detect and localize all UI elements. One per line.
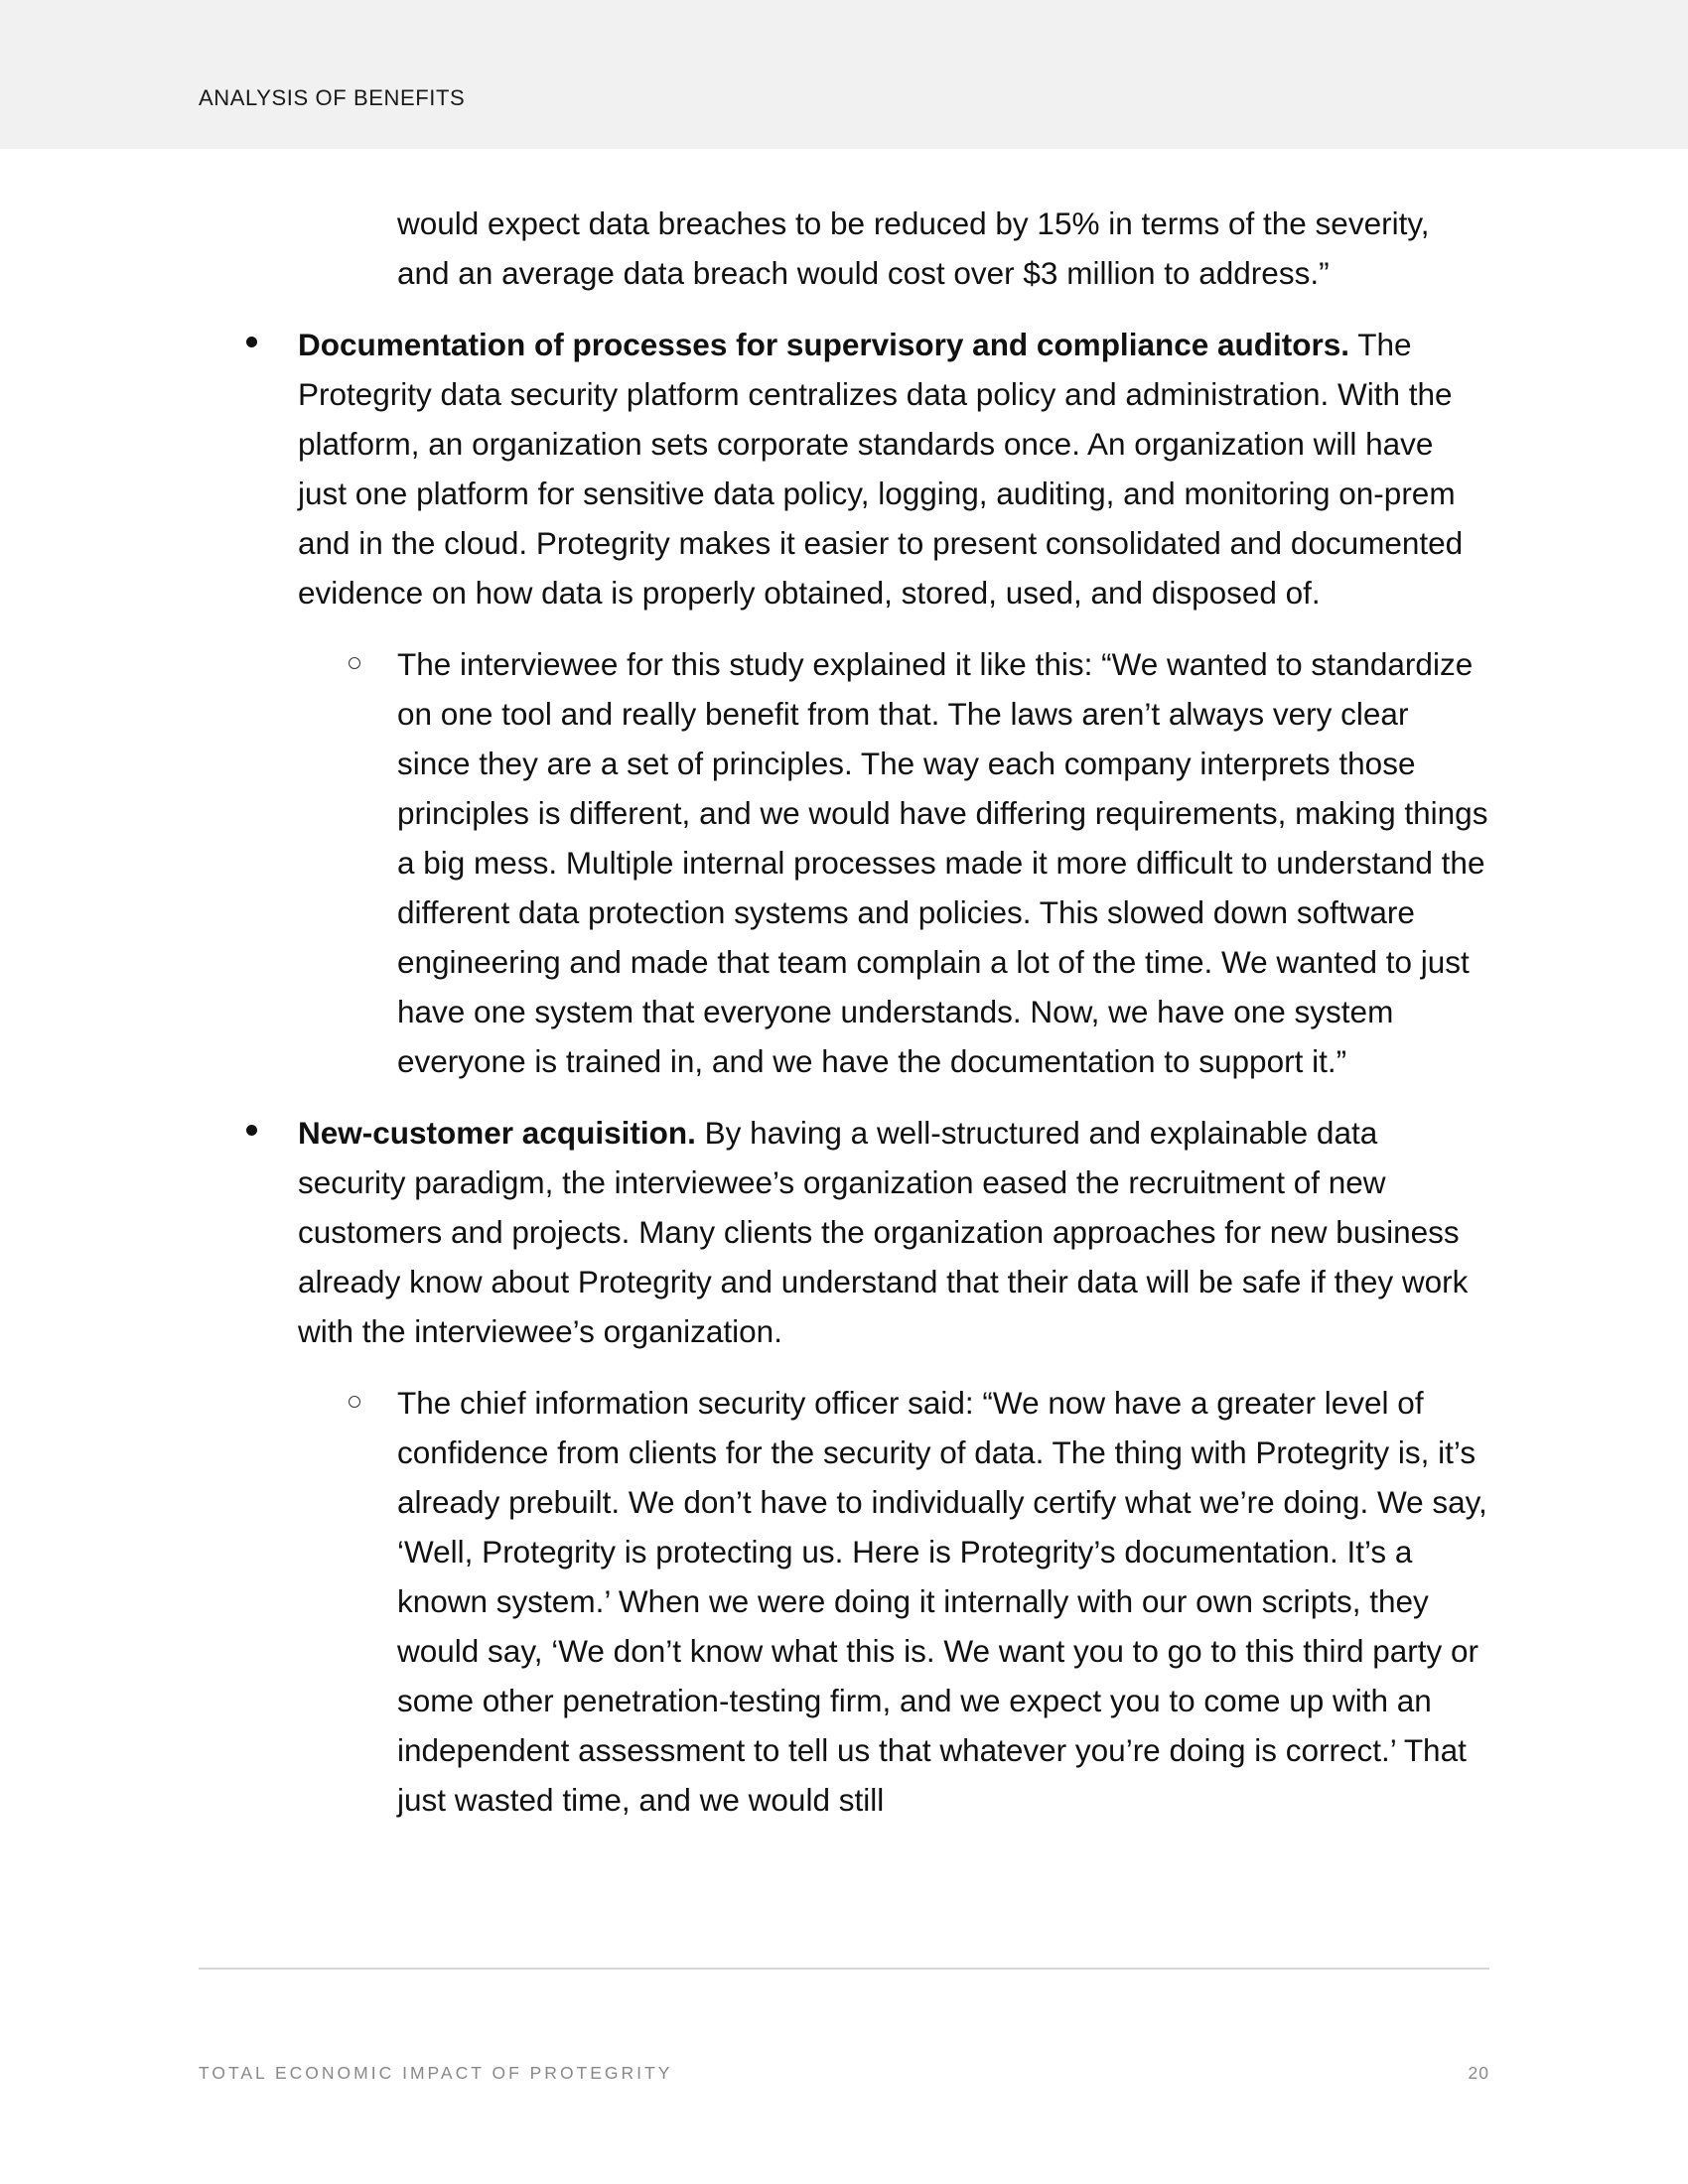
bullet-text: The Protegrity data security platform centralizes data policy and administration. With the platform, an organization sets corporate standards once. An organization will have just one platform for sensitive data policy, logging, auditing, and monitoring on-prem and in the cloud. Protegrity makes it easier to present consolidated and documented evidence on how data is properly obtained, stored, used, and disposed of. [298,327,1464,611]
bullet-dot-icon [246,1125,257,1136]
bullet-dot-icon [246,337,257,347]
bullet-item [298,1108,1489,1356]
document-body [199,199,1489,1825]
sub-bullet-item [397,1378,1489,1825]
bullet-lead: Documentation of processes for supervisory and compliance auditors. [298,327,1350,362]
sub-bullet-item [397,639,1489,1086]
bullet-item [298,320,1489,617]
footer-divider [199,1968,1489,1970]
page-number: 20 [1468,2063,1489,2083]
page-header-band [0,0,1688,149]
footer-title: TOTAL ECONOMIC IMPACT OF PROTEGRITY [199,2063,673,2083]
sub-bullet-text: The chief information security officer said: “We now have a greater level of confidence from clients for the security of data. The thing with Protegrity is, it’s already prebuilt. We don’t have to individually certify what we’re doing. We say, ‘Well, Protegrity is protecting us. Here is Protegrity’s documentation. It’s a known system.’ When we were doing it internally with our own scripts, they would say, ‘We don’t know what this is. We want you to go to this third party or some other penetration-testing firm, and we expect you to come up with an independent assessment to tell us that whatever you’re doing is correct.’ That just wasted time, and we would still [397,1385,1487,1818]
continued-quote-paragraph: would expect data breaches to be reduced by 15% in terms of the severity, and an average data breach would cost over $3 million to address.” [397,205,1430,291]
bullet-lead: New-customer acquisition. [298,1115,696,1151]
hollow-circle-icon [349,1396,360,1408]
hollow-circle-icon [349,657,360,669]
section-label: ANALYSIS OF BENEFITS [199,85,466,110]
bullet-text: By having a well-structured and explainable data security paradigm, the interviewee’s organization eased the recruitment of new customers and projects. Many clients the organization approaches for new business already know about Protegrity and understand that their data will be safe if they work with the interviewee’s organization. [298,1115,1469,1349]
sub-bullet-text: The interviewee for this study explained it like this: “We wanted to standardize on one tool and really benefit from that. The laws aren’t always very clear since they are a set of principles. The way each company interprets those principles is different, and we would have differing requirements, making things a big mess. Multiple internal processes made it more difficult to understand the different data protection systems and policies. This slowed down software engineering and made that team complain a lot of the time. We wanted to just have one system that everyone understands. Now, we have one system everyone is trained in, and we have the documentation to support it.” [397,646,1488,1079]
